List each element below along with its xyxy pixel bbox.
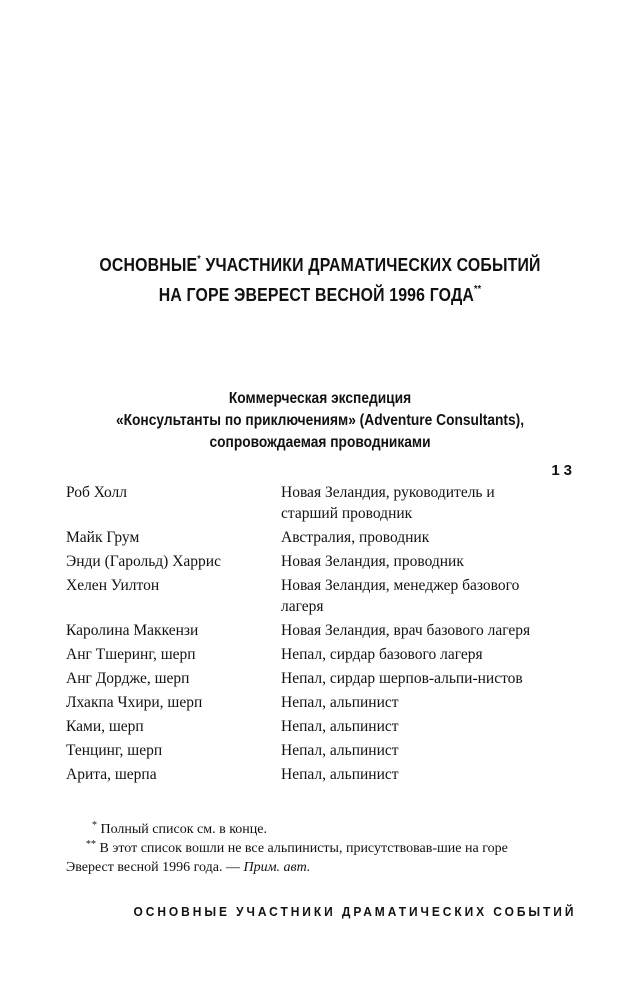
title-line-2-text: НА ГОРЕ ЭВЕРЕСТ ВЕСНОЙ 1996 ГОДА (158, 285, 475, 305)
footnote-1 (66, 820, 536, 839)
participant-role: Непал, альпинист (281, 766, 399, 783)
page-number: 13 (551, 462, 576, 479)
participant-name: Арита, шерпа (66, 766, 157, 783)
list-item (66, 575, 536, 617)
list-item (66, 551, 536, 572)
participant-role: Непал, сирдар шерпов-альпи-нистов (281, 670, 523, 687)
participant-name: Тенцинг, шерп (66, 742, 163, 759)
running-header: ОСНОВНЫЕ УЧАСТНИКИ ДРАМАТИЧЕСКИХ СОБЫТИЙ (133, 904, 576, 919)
list-item (66, 527, 536, 548)
list-item (66, 482, 536, 524)
participant-name: Лхакпа Чхири, шерп (66, 694, 203, 711)
list-item (66, 644, 536, 665)
participants-list (66, 482, 536, 788)
footnotes (66, 820, 536, 877)
footnote-1-text: Полный список см. в конце. (97, 822, 267, 837)
title-line-1-rest: УЧАСТНИКИ ДРАМАТИЧЕСКИХ СОБЫТИЙ (200, 255, 541, 275)
section-title-line-1: Коммерческая экспедиция (228, 390, 412, 407)
title-footnote-mark-2: ** (474, 284, 482, 295)
footnote-2 (66, 839, 536, 877)
participant-name: Анг Дордже, шерп (66, 670, 190, 687)
participant-role: Новая Зеландия, проводник (281, 553, 464, 570)
list-item (66, 716, 536, 737)
participant-name: Ками, шерп (66, 718, 144, 735)
list-item (66, 740, 536, 761)
page-title-line-2 (91, 280, 549, 310)
section-title-line-2: «Консультанты по приключениям» (Adventure Consultants), (115, 412, 525, 429)
title-footnote-mark-1: * (197, 254, 201, 265)
page-title-line-1 (91, 250, 549, 280)
footnote-1-mark: * (92, 820, 97, 831)
participant-role: Непал, альпинист (281, 742, 399, 759)
participant-name: Роб Холл (66, 484, 127, 501)
list-item (66, 620, 536, 641)
participant-role: Непал, альпинист (281, 718, 399, 735)
participant-name: Анг Тшеринг, шерп (66, 646, 196, 663)
participant-role: Новая Зеландия, руководитель и старший проводник (281, 484, 495, 522)
participant-role: Новая Зеландия, врач базового лагеря (281, 622, 531, 639)
participant-role: Непал, альпинист (281, 694, 399, 711)
participant-name: Энди (Гарольд) Харрис (66, 553, 221, 570)
title-line-1-text: ОСНОВНЫЕ (99, 255, 198, 275)
list-item (66, 668, 536, 689)
participant-name: Майк Грум (66, 529, 140, 546)
footnote-2-mark: ** (86, 839, 96, 850)
participant-role: Новая Зеландия, менеджер базового лагеря (281, 577, 520, 615)
participant-name: Каролина Маккензи (66, 622, 199, 639)
participant-name: Хелен Уилтон (66, 577, 160, 594)
footnote-2-attribution: Прим. авт. (243, 860, 311, 875)
participant-role: Австралия, проводник (281, 529, 430, 546)
participant-role: Непал, сирдар базового лагеря (281, 646, 483, 663)
footnote-2-text: В этот список вошли не все альпинисты, присутствовав-шие на горе Эверест весной 1996 года. — (66, 841, 508, 875)
list-item (66, 692, 536, 713)
section-title-line-3: сопровождаемая проводниками (209, 434, 431, 451)
list-item (66, 764, 536, 785)
